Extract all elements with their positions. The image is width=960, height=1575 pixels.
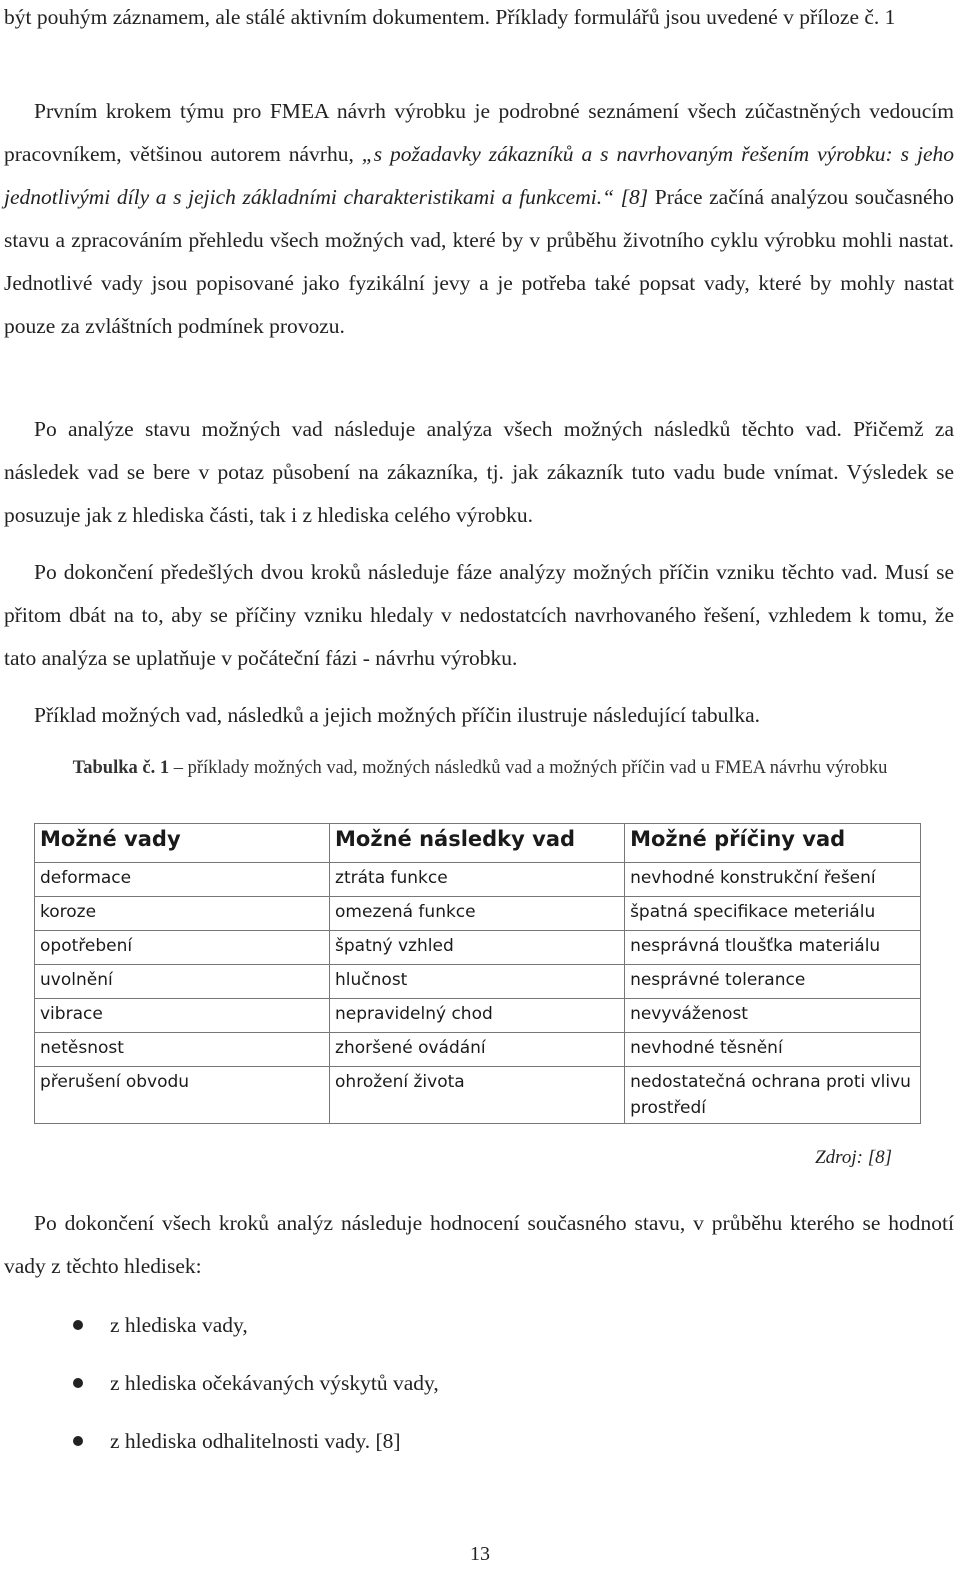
table-row bbox=[35, 965, 921, 999]
table-cell: nesprávné tolerance bbox=[625, 965, 921, 999]
table-cell: nevhodné těsnění bbox=[625, 1033, 921, 1067]
table-row bbox=[35, 999, 921, 1033]
table-cell: nevyváženost bbox=[625, 999, 921, 1033]
paragraph-intro: být pouhým záznamem, ale stálé aktivním dokumentem. Příklady formulářů jsou uvedené v příloze č. 1 bbox=[4, 5, 896, 29]
column-header-causes: Možné příčiny vad bbox=[625, 824, 921, 863]
list-item-text: z hlediska odhalitelnosti vady. [8] bbox=[110, 1429, 401, 1453]
column-header-effects: Možné následky vad bbox=[330, 824, 625, 863]
bullet-icon bbox=[73, 1320, 83, 1330]
table-cell: nedostatečná ochrana proti vlivu prostředí bbox=[625, 1067, 921, 1124]
list-item bbox=[0, 1418, 439, 1476]
citation-quote: „s požadavky zákazníků a s navrhovaným řešením výrobku: s jeho jednotlivými díly a s jejich základními charakteristikami a funkcemi.“ [8] bbox=[4, 142, 954, 209]
table-caption-label: Tabulka č. 1 bbox=[72, 758, 170, 778]
table-cell: špatný vzhled bbox=[330, 931, 625, 965]
fmea-table bbox=[34, 823, 921, 1124]
table-cell: nesprávná tloušťka materiálu bbox=[625, 931, 921, 965]
table-cell: nepravidelný chod bbox=[330, 999, 625, 1033]
table-cell: omezená funkce bbox=[330, 897, 625, 931]
criteria-list bbox=[0, 1302, 439, 1476]
table-row bbox=[35, 897, 921, 931]
list-item-text: z hlediska očekávaných výskytů vady, bbox=[110, 1371, 439, 1395]
paragraph-fmea-first-step bbox=[4, 90, 954, 348]
table-cell: hlučnost bbox=[330, 965, 625, 999]
table-row bbox=[35, 1033, 921, 1067]
table-cell: přerušení obvodu bbox=[35, 1067, 330, 1124]
table-cell: opotřebení bbox=[35, 931, 330, 965]
table-row bbox=[35, 1067, 921, 1124]
column-header-defects: Možné vady bbox=[35, 824, 330, 863]
table-cell: vibrace bbox=[35, 999, 330, 1033]
table-cell: ohrožení života bbox=[330, 1067, 625, 1124]
paragraph-text: Práce začíná analýzou současného stavu a zpracováním přehledu všech možných vad, které by v průběhu životního cyklu výrobku mohli nastat. Jednotlivé vady jsou popisované jako fyzikální jevy a je potřeba také popsat vady, které by mohly nastat pouze za zvláštních podmínek provozu. bbox=[4, 185, 954, 338]
table-cell: špatná specifikace meteriálu bbox=[625, 897, 921, 931]
list-item bbox=[0, 1360, 439, 1418]
table-row bbox=[35, 863, 921, 897]
table-caption-text: – příklady možných vad, možných následků vad a možných příčin vad u FMEA návrhu výrobku bbox=[169, 758, 888, 778]
paragraph-table-intro: Příklad možných vad, následků a jejich možných příčin ilustruje následující tabulka. bbox=[34, 703, 761, 727]
table-cell: deformace bbox=[35, 863, 330, 897]
page-number: 13 bbox=[470, 1543, 490, 1565]
list-item bbox=[0, 1302, 439, 1360]
table-row bbox=[35, 931, 921, 965]
table-caption bbox=[40, 756, 920, 781]
table-cell: koroze bbox=[35, 897, 330, 931]
table-cell: nevhodné konstrukční řešení bbox=[625, 863, 921, 897]
table-cell: zhoršené ovádání bbox=[330, 1033, 625, 1067]
paragraph-evaluation: Po dokončení všech kroků analýz následuje hodnocení současného stavu, v průběhu kterého se hodnotí vady z těchto hledisek: bbox=[4, 1211, 954, 1278]
table-cell: netěsnost bbox=[35, 1033, 330, 1067]
paragraph-causes: Po dokončení předešlých dvou kroků následuje fáze analýzy možných příčin vzniku těchto vad. Musí se přitom dbát na to, aby se příčiny vzniku hledaly v nedostatcích navrhovaného řešení, vzhledem k tomu, že tato analýza se uplatňuje v počáteční fázi - návrhu výrobku. bbox=[4, 560, 954, 670]
table-header-row bbox=[35, 824, 921, 863]
table-cell: ztráta funkce bbox=[330, 863, 625, 897]
bullet-icon bbox=[73, 1436, 83, 1446]
paragraph-consequences: Po analýze stavu možných vad následuje analýza všech možných následků těchto vad. Přičemž za následek vad se bere v potaz působení na zákazníka, tj. jak zákazník tuto vadu bude vnímat. Výsledek se posuzuje jak z hlediska části, tak i z hlediska celého výrobku. bbox=[4, 417, 954, 527]
table-cell: uvolnění bbox=[35, 965, 330, 999]
paragraph-text: Prvním krokem týmu pro FMEA návrh výrobku je podrobné seznámení všech zúčastněných vedoucím pracovníkem, většinou autorem návrhu, bbox=[4, 99, 954, 166]
table-source: Zdroj: [8] bbox=[815, 1147, 892, 1168]
list-item-text: z hlediska vady, bbox=[110, 1313, 248, 1337]
bullet-icon bbox=[73, 1378, 83, 1388]
